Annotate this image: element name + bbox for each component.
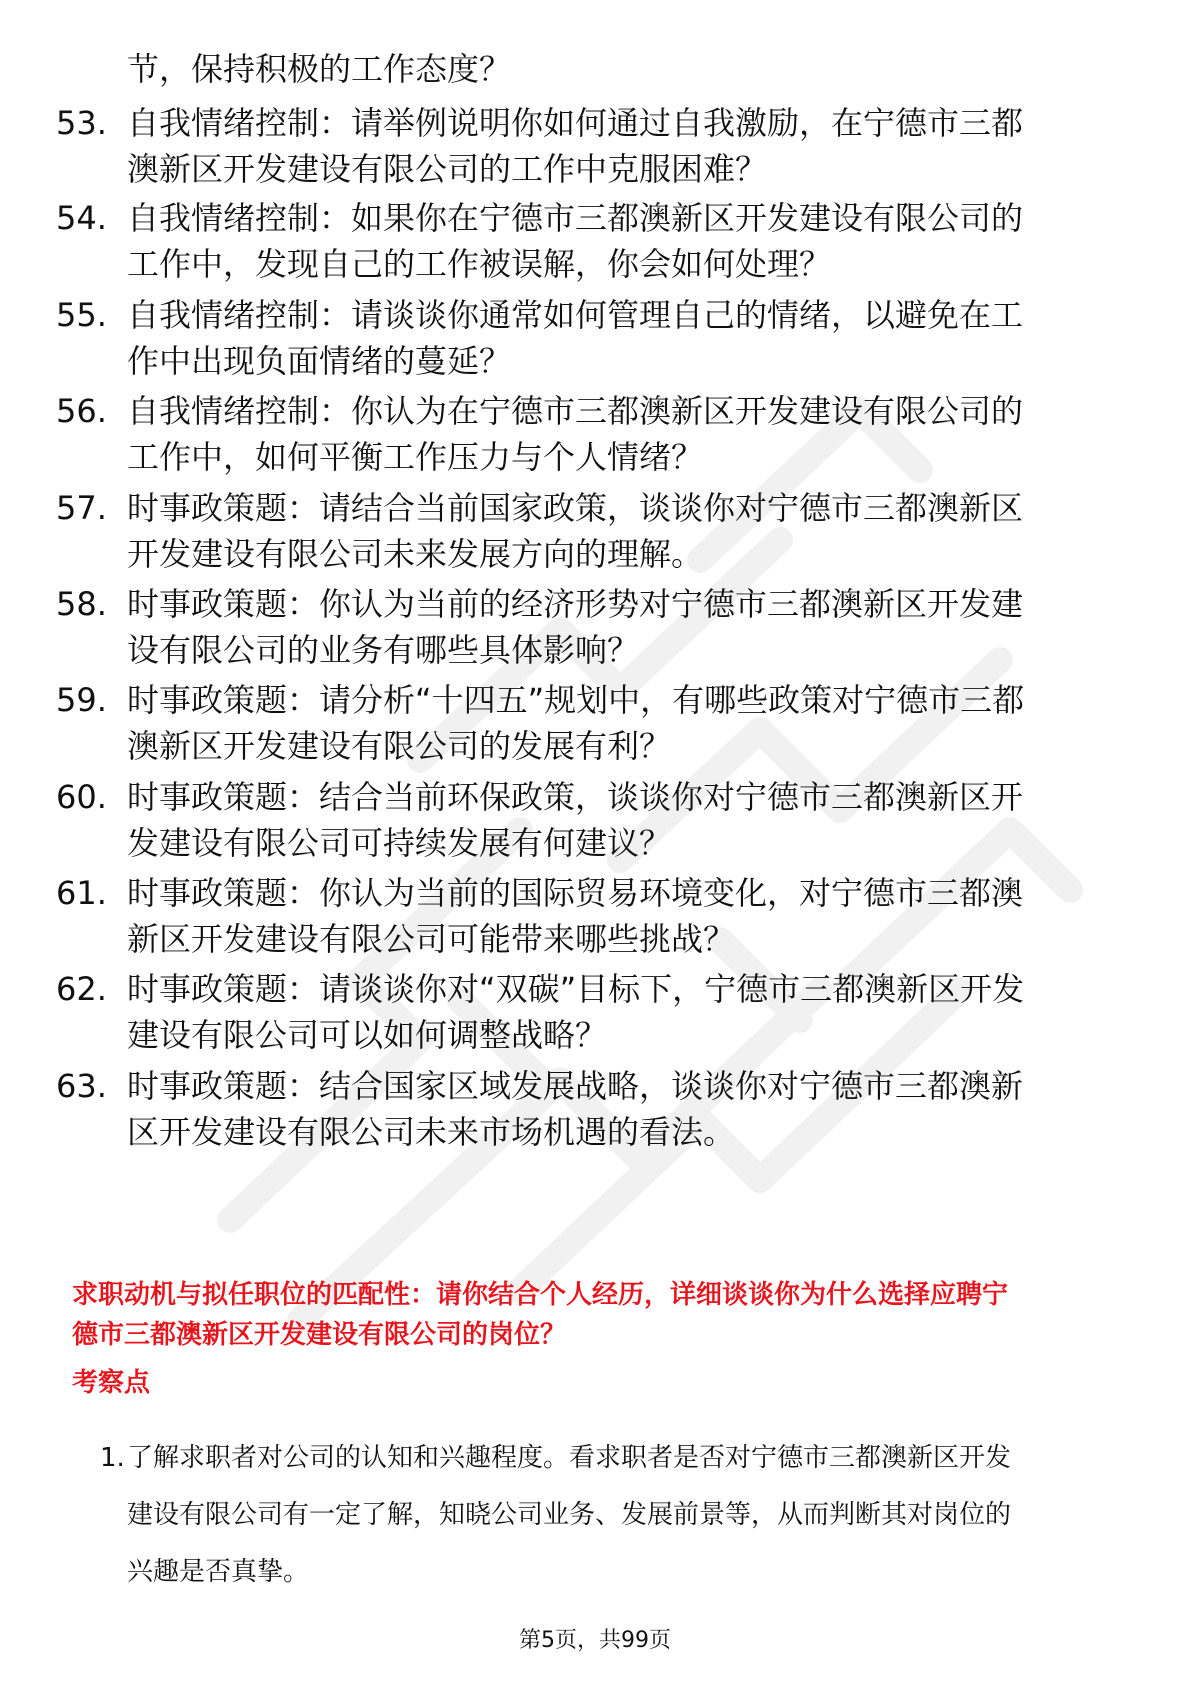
question-item [0, 100, 1190, 192]
point-number: 1. [100, 1443, 125, 1473]
question-text [127, 677, 1127, 769]
question-number: 60. [56, 778, 107, 816]
section-heading-line: 德市三都澳新区开发建设有限公司的岗位？ [72, 1320, 567, 1350]
question-text [127, 485, 1127, 577]
question-line: 建设有限公司可以如何调整战略？ [127, 1016, 608, 1054]
question-number: 59. [56, 681, 107, 719]
question-line: 时事政策题：请谈谈你对“双碳”目标下，宁德市三都澳新区开发 [127, 970, 1025, 1008]
point-line: 了解求职者对公司的认知和兴趣程度。看求职者是否对宁德市三都澳新区开发 [127, 1443, 1012, 1473]
point-text [127, 1440, 1127, 1611]
question-line: 自我情绪控制：你认为在宁德市三都澳新区开发建设有限公司的 [127, 392, 1024, 430]
question-number: 58. [56, 585, 107, 623]
question-continuation: 节，保持积极的工作态度？ [127, 50, 512, 88]
question-item [0, 774, 1190, 866]
point-line: 兴趣是否真挚。 [127, 1557, 310, 1587]
question-line: 作中出现负面情绪的蔓延？ [127, 342, 512, 380]
question-line: 时事政策题：你认为当前的经济形势对宁德市三都澳新区开发建 [127, 585, 1024, 623]
question-item [0, 966, 1190, 1058]
question-text [127, 870, 1127, 962]
question-number: 56. [56, 392, 107, 430]
section-heading-line: 求职动机与拟任职位的匹配性：请你结合个人经历，详细谈谈你为什么选择应聘宁 [72, 1280, 1009, 1310]
question-line: 时事政策题：你认为当前的国际贸易环境变化，对宁德市三都澳 [127, 874, 1024, 912]
question-item [0, 195, 1190, 287]
question-number: 57. [56, 489, 107, 527]
question-item [0, 581, 1190, 673]
question-number: 54. [56, 199, 107, 237]
question-line: 澳新区开发建设有限公司的工作中克服困难？ [127, 150, 768, 188]
question-item [0, 292, 1190, 384]
question-line: 自我情绪控制：如果你在宁德市三都澳新区开发建设有限公司的 [127, 199, 1024, 237]
question-number: 63. [56, 1067, 107, 1105]
question-line: 工作中，如何平衡工作压力与个人情绪？ [127, 438, 704, 476]
question-text [127, 388, 1127, 480]
question-item [0, 388, 1190, 480]
question-line: 设有限公司的业务有哪些具体影响？ [127, 631, 640, 669]
question-line: 澳新区开发建设有限公司的发展有利？ [127, 727, 672, 765]
point-line: 建设有限公司有一定了解，知晓公司业务、发展前景等，从而判断其对岗位的 [127, 1500, 1012, 1530]
assessment-points-heading: 考察点 [72, 1368, 151, 1398]
question-text [127, 292, 1127, 384]
question-line: 发建设有限公司可持续发展有何建议？ [127, 824, 672, 862]
question-number: 62. [56, 970, 107, 1008]
question-number: 55. [56, 296, 107, 334]
question-line: 时事政策题：请结合当前国家政策，谈谈你对宁德市三都澳新区 [127, 489, 1024, 527]
question-line: 自我情绪控制：请举例说明你如何通过自我激励，在宁德市三都 [127, 104, 1024, 142]
question-text [127, 581, 1127, 673]
page-footer: 第5页，共99页 [519, 1628, 671, 1653]
question-line: 工作中，发现自己的工作被误解，你会如何处理？ [127, 245, 832, 283]
question-line: 新区开发建设有限公司可能带来哪些挑战？ [127, 920, 736, 958]
question-line: 时事政策题：结合国家区域发展战略，谈谈你对宁德市三都澳新 [127, 1067, 1024, 1105]
question-item [0, 870, 1190, 962]
question-number: 61. [56, 874, 107, 912]
question-line: 开发建设有限公司未来发展方向的理解。 [127, 535, 704, 573]
question-item [0, 485, 1190, 577]
section-heading [72, 1275, 1122, 1355]
question-text [127, 966, 1127, 1058]
question-item [0, 1063, 1190, 1155]
question-line: 时事政策题：请分析“十四五”规划中，有哪些政策对宁德市三都 [127, 681, 1025, 719]
question-item [0, 677, 1190, 769]
question-line: 自我情绪控制：请谈谈你通常如何管理自己的情绪，以避免在工 [127, 296, 1024, 334]
question-text [127, 195, 1127, 287]
question-text [127, 100, 1127, 192]
question-text [127, 1063, 1127, 1155]
question-line: 时事政策题：结合当前环保政策，谈谈你对宁德市三都澳新区开 [127, 778, 1024, 816]
question-number: 53. [56, 104, 107, 142]
question-line: 区开发建设有限公司未来市场机遇的看法。 [127, 1113, 736, 1151]
question-text [127, 774, 1127, 866]
